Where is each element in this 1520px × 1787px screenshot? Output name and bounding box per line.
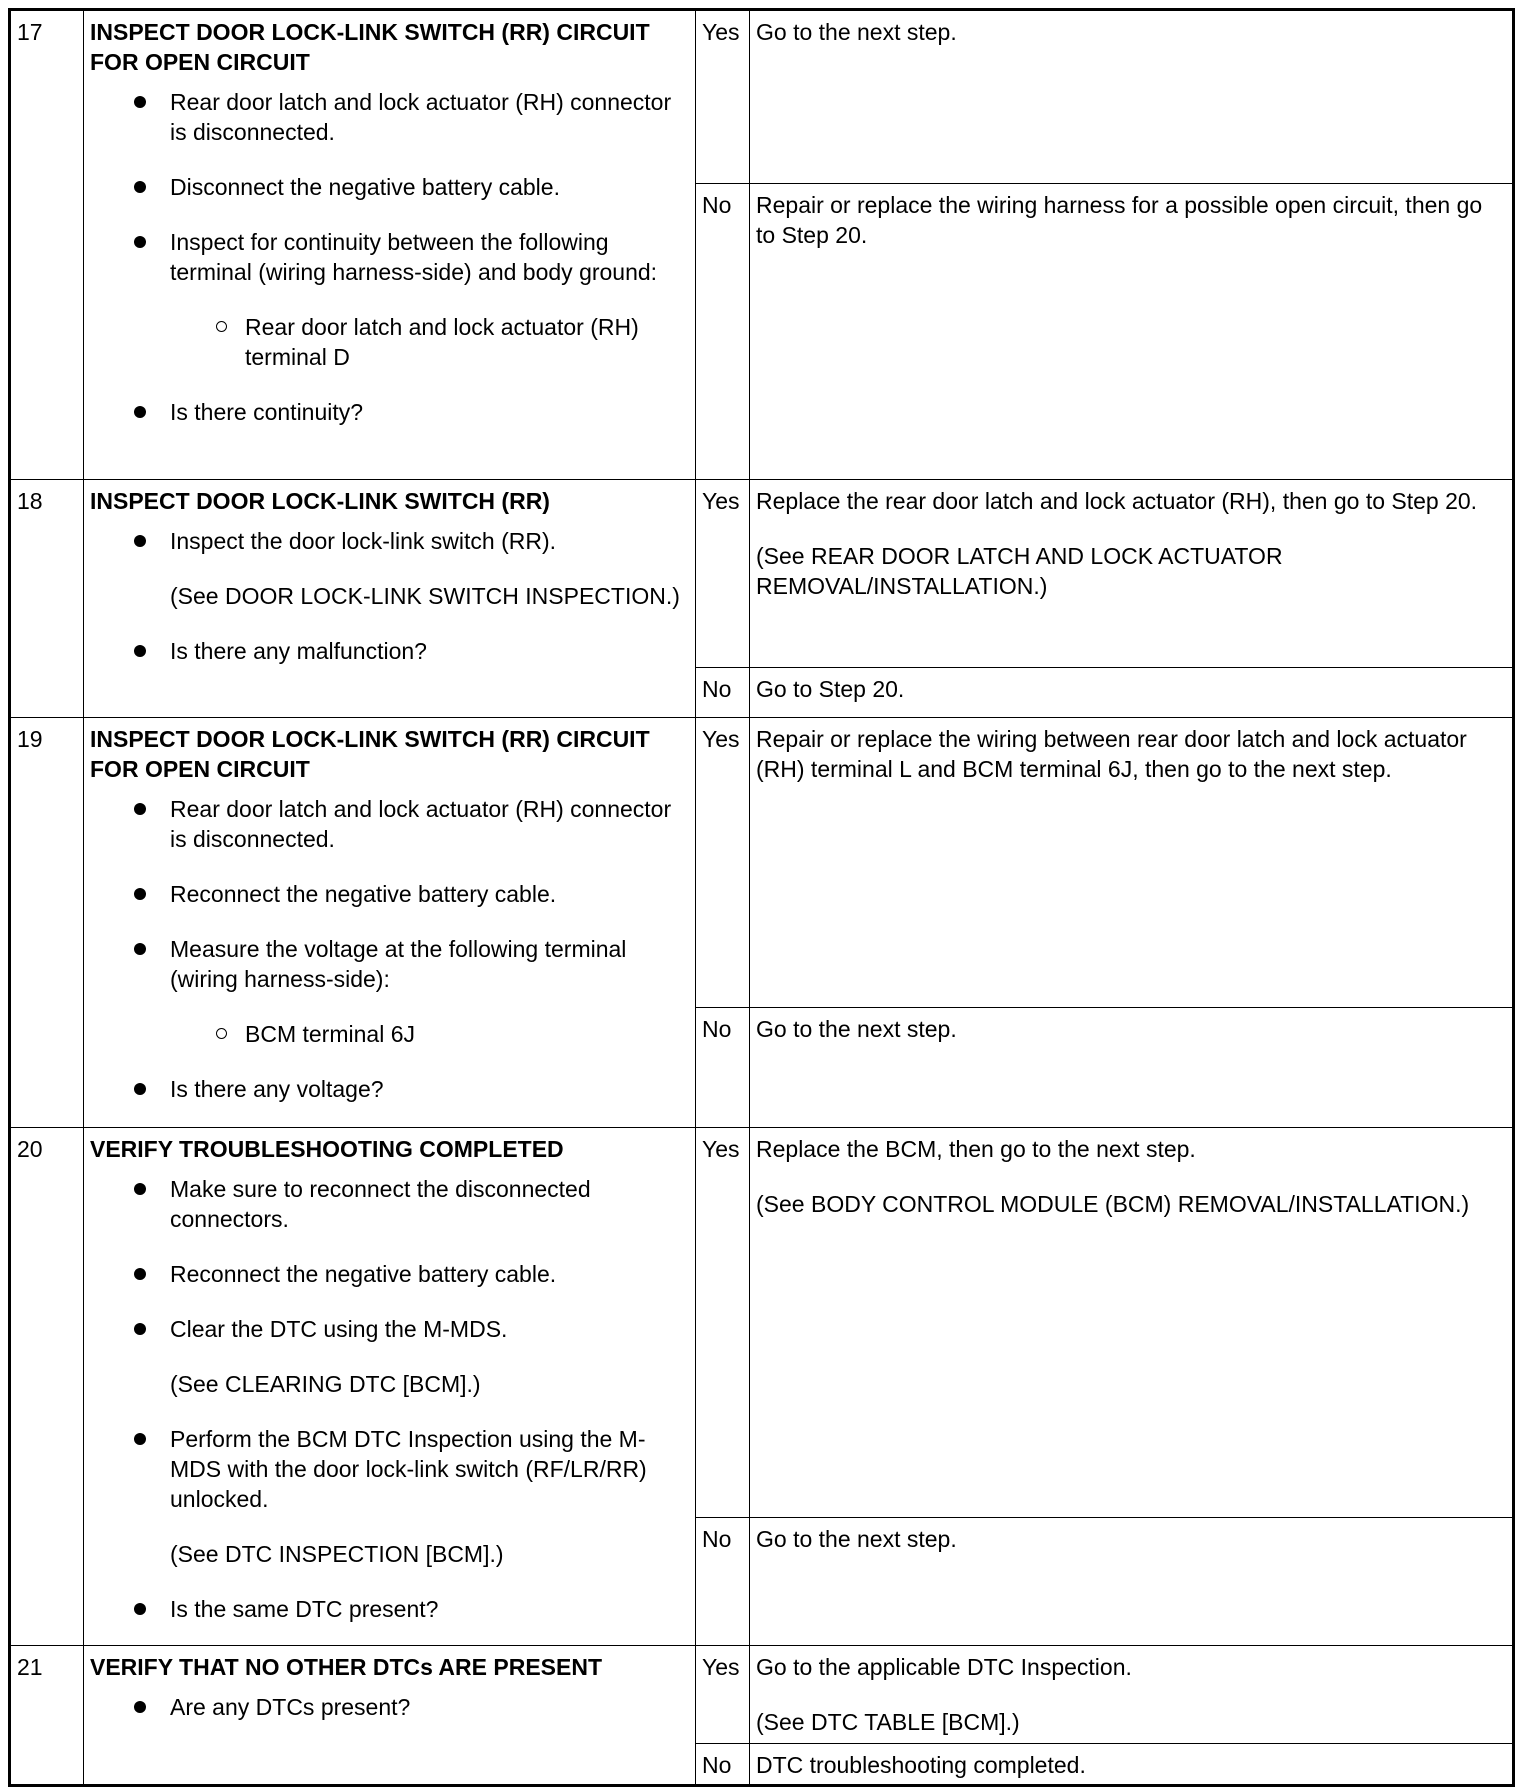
inspection-list xyxy=(90,794,689,1104)
inspection-list xyxy=(90,526,689,556)
inspection-item: Rear door latch and lock actuator (RH) connector is disconnected. xyxy=(130,794,689,854)
yes-label: Yes xyxy=(696,1646,750,1744)
step-title: INSPECT DOOR LOCK-LINK SWITCH (RR) xyxy=(90,488,550,514)
step-row-17-yes xyxy=(10,10,1514,184)
yes-action: Replace the BCM, then go to the next step. xyxy=(756,1136,1196,1162)
step-title: VERIFY THAT NO OTHER DTCs ARE PRESENT xyxy=(90,1654,603,1680)
yes-label: Yes xyxy=(696,718,750,1008)
no-label: No xyxy=(696,184,750,480)
no-label: No xyxy=(696,668,750,718)
inspection-question: Is there any voltage? xyxy=(130,1074,689,1104)
inspection-subitem: BCM terminal 6J xyxy=(210,1019,689,1049)
inspection-item: Reconnect the negative battery cable. xyxy=(130,879,689,909)
reference-note: (See DTC TABLE [BCM].) xyxy=(756,1709,1020,1735)
inspection-question: Is the same DTC present? xyxy=(130,1594,689,1624)
no-action: Repair or replace the wiring harness for a possible open circuit, then go to Step 20. xyxy=(750,184,1514,480)
inspection-list xyxy=(90,87,689,427)
yes-action-cell xyxy=(750,1128,1514,1518)
step-row-19-yes xyxy=(10,718,1514,1008)
inspection-list xyxy=(90,1594,689,1624)
step-row-21-yes xyxy=(10,1646,1514,1744)
yes-action: Replace the rear door latch and lock actuator (RH), then go to Step 20. xyxy=(756,488,1478,514)
inspection-list xyxy=(90,1692,689,1722)
inspection-item: Make sure to reconnect the disconnected connectors. xyxy=(130,1174,689,1234)
inspection-sublist xyxy=(170,312,689,372)
inspection-cell xyxy=(84,480,696,718)
step-number: 21 xyxy=(10,1646,84,1786)
inspection-list xyxy=(90,1174,689,1344)
yes-action-cell xyxy=(750,1646,1514,1744)
inspection-list xyxy=(90,1424,689,1514)
no-label: No xyxy=(696,1744,750,1786)
inspection-item-text: Inspect for continuity between the following terminal (wiring harness-side) and body ground: xyxy=(170,229,658,285)
inspection-cell xyxy=(84,1128,696,1646)
no-action: Go to the next step. xyxy=(750,1518,1514,1646)
inspection-item xyxy=(130,934,689,1049)
no-action: Go to Step 20. xyxy=(750,668,1514,718)
yes-label: Yes xyxy=(696,10,750,184)
yes-action-cell xyxy=(750,480,1514,668)
step-title: VERIFY TROUBLESHOOTING COMPLETED xyxy=(90,1136,564,1162)
reference-note: (See BODY CONTROL MODULE (BCM) REMOVAL/INSTALLATION.) xyxy=(756,1191,1470,1217)
inspection-item: Clear the DTC using the M-MDS. xyxy=(130,1314,689,1344)
yes-label: Yes xyxy=(696,1128,750,1518)
step-number: 17 xyxy=(10,10,84,480)
inspection-list xyxy=(90,636,689,666)
inspection-item: Reconnect the negative battery cable. xyxy=(130,1259,689,1289)
reference-note: (See DTC INSPECTION [BCM].) xyxy=(170,1541,504,1567)
step-row-18-yes xyxy=(10,480,1514,668)
step-number: 20 xyxy=(10,1128,84,1646)
inspection-question: Are any DTCs present? xyxy=(130,1692,689,1722)
no-action: Go to the next step. xyxy=(750,1008,1514,1128)
step-number: 19 xyxy=(10,718,84,1128)
step-title: INSPECT DOOR LOCK-LINK SWITCH (RR) CIRCUIT FOR OPEN CIRCUIT xyxy=(90,19,650,75)
inspection-item-text: Measure the voltage at the following terminal (wiring harness-side): xyxy=(170,936,627,992)
inspection-cell xyxy=(84,718,696,1128)
inspection-question: Is there continuity? xyxy=(130,397,689,427)
inspection-cell xyxy=(84,10,696,480)
inspection-cell xyxy=(84,1646,696,1786)
step-number: 18 xyxy=(10,480,84,718)
step-row-20-yes xyxy=(10,1128,1514,1518)
reference-note: (See REAR DOOR LATCH AND LOCK ACTUATOR REMOVAL/INSTALLATION.) xyxy=(756,543,1283,599)
inspection-item: Rear door latch and lock actuator (RH) connector is disconnected. xyxy=(130,87,689,147)
inspection-item: Perform the BCM DTC Inspection using the M-MDS with the door lock-link switch (RF/LR/RR) unlocked. xyxy=(130,1424,689,1514)
yes-action: Repair or replace the wiring between rear door latch and lock actuator (RH) terminal L and BCM terminal 6J, then go to the next step. xyxy=(750,718,1514,1008)
inspection-item: Inspect the door lock-link switch (RR). xyxy=(130,526,689,556)
yes-action: Go to the applicable DTC Inspection. xyxy=(756,1654,1132,1680)
no-label: No xyxy=(696,1008,750,1128)
inspection-question: Is there any malfunction? xyxy=(130,636,689,666)
reference-note: (See CLEARING DTC [BCM].) xyxy=(170,1371,481,1397)
inspection-item: Disconnect the negative battery cable. xyxy=(130,172,689,202)
inspection-subitem: Rear door latch and lock actuator (RH) terminal D xyxy=(210,312,689,372)
step-title: INSPECT DOOR LOCK-LINK SWITCH (RR) CIRCUIT FOR OPEN CIRCUIT xyxy=(90,726,650,782)
no-action: DTC troubleshooting completed. xyxy=(750,1744,1514,1786)
inspection-sublist xyxy=(170,1019,689,1049)
no-label: No xyxy=(696,1518,750,1646)
yes-label: Yes xyxy=(696,480,750,668)
reference-note: (See DOOR LOCK-LINK SWITCH INSPECTION.) xyxy=(170,583,680,609)
troubleshooting-table xyxy=(8,8,1515,1787)
yes-action: Go to the next step. xyxy=(750,10,1514,184)
inspection-item xyxy=(130,227,689,372)
